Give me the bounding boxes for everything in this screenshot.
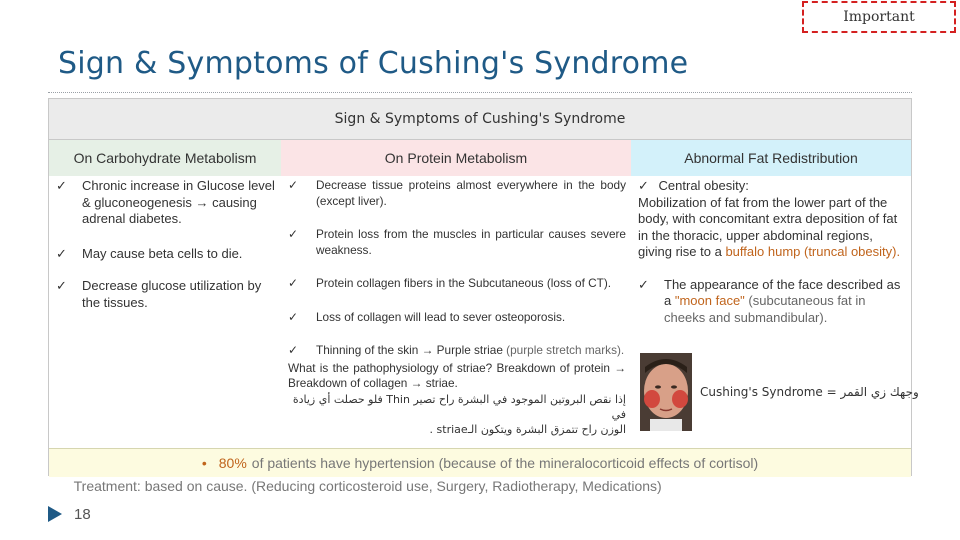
item-text: May cause beta cells to die. — [82, 245, 243, 261]
item-text: The appearance of the face described as a — [664, 276, 901, 308]
list-item — [288, 310, 626, 326]
item-text: Mobilization of fat from the lower part of the body, with concomitant extra deposition of fat in the thoracic, upper abdominal regions, giving rise to a — [638, 194, 898, 259]
check-icon: ✓ — [288, 343, 298, 357]
fat-cell — [638, 178, 908, 342]
hypertension-percent: 80% — [218, 455, 247, 471]
arabic-note-2: الوزن راح تتمزق البشرة ويتكون الـstriae . — [429, 422, 626, 436]
check-icon: ✓ — [56, 278, 67, 293]
item-label: Central obesity: — [658, 178, 749, 193]
title-divider — [48, 92, 912, 93]
list-item — [288, 276, 626, 292]
list-item — [56, 246, 276, 263]
column-header-fat: Abnormal Fat Redistribution — [631, 140, 911, 176]
list-item — [56, 178, 276, 228]
treatment-line — [60, 478, 662, 494]
list-item — [288, 343, 626, 359]
hypertension-text: of patients have hypertension (because of the mineralocorticoid effects of cortisol) — [251, 455, 759, 471]
hypertension-note — [49, 448, 911, 477]
item-text: Decrease tissue proteins almost everywhere in the body (except liver). — [316, 178, 626, 208]
item-text-muted: (subcutaneous fat in cheeks and submandibular). — [664, 293, 866, 325]
slide-title: Sign & Symptoms of Cushing's Syndrome — [58, 46, 689, 81]
important-label: Important — [802, 1, 956, 33]
bullet-icon: • — [201, 455, 207, 471]
check-icon: ✓ — [56, 245, 67, 261]
list-item — [288, 178, 626, 209]
treatment-text: Treatment: based on cause. (Reducing corticosteroid use, Surgery, Radiotherapy, Medications) — [73, 478, 662, 494]
item-text: Loss of collagen will lead to sever osteoporosis. — [316, 309, 566, 324]
check-icon: ✓ — [288, 309, 298, 324]
item-text: Decrease glucose utilization by the tissues. — [82, 278, 262, 310]
check-icon: ✓ — [288, 276, 298, 290]
item-highlight: "moon face" — [674, 293, 745, 308]
check-icon: ✓ — [288, 178, 298, 192]
list-item — [56, 278, 276, 311]
page-number: 18 — [74, 506, 91, 523]
check-icon: ✓ — [56, 178, 67, 193]
moon-face-photo — [640, 353, 692, 431]
face-caption: Cushing's Syndrome = وجهك زي القمر — [700, 385, 919, 399]
table-header: Sign & Symptoms of Cushing's Syndrome — [49, 99, 911, 140]
item-text: Thinning of the skin → Purple striae — [316, 343, 503, 357]
item-text: Protein loss from the muscles in particular causes severe weakness. — [316, 227, 626, 257]
check-icon: ✓ — [288, 227, 298, 241]
column-header-protein: On Protein Metabolism — [281, 140, 631, 176]
striae-question: What is the pathophysiology of striae? Breakdown of protein → Breakdown of collagen → striae. — [288, 360, 626, 390]
column-header-carbohydrate: On Carbohydrate Metabolism — [49, 140, 281, 176]
item-text-muted: (purple stretch marks). — [506, 343, 625, 357]
item-text: Chronic increase in Glucose level & gluconeogenesis → causing adrenal diabetes. — [82, 178, 275, 226]
play-arrow-icon — [48, 506, 62, 522]
item-highlight: buffalo hump (truncal obesity). — [725, 244, 901, 259]
check-icon: ✓ — [638, 276, 649, 292]
item-text: Protein collagen fibers in the Subcutaneous (loss of CT). — [316, 276, 612, 290]
carbohydrate-cell — [56, 178, 276, 327]
arabic-note-1: إذا نقص البروتين الموجود في البشرة راح تصير Thin فلو حصلت أي زيادة في — [292, 392, 626, 421]
list-item — [288, 227, 626, 258]
list-item — [638, 277, 908, 327]
protein-cell — [288, 178, 626, 437]
list-item — [638, 178, 908, 261]
check-icon: ✓ — [638, 178, 649, 193]
